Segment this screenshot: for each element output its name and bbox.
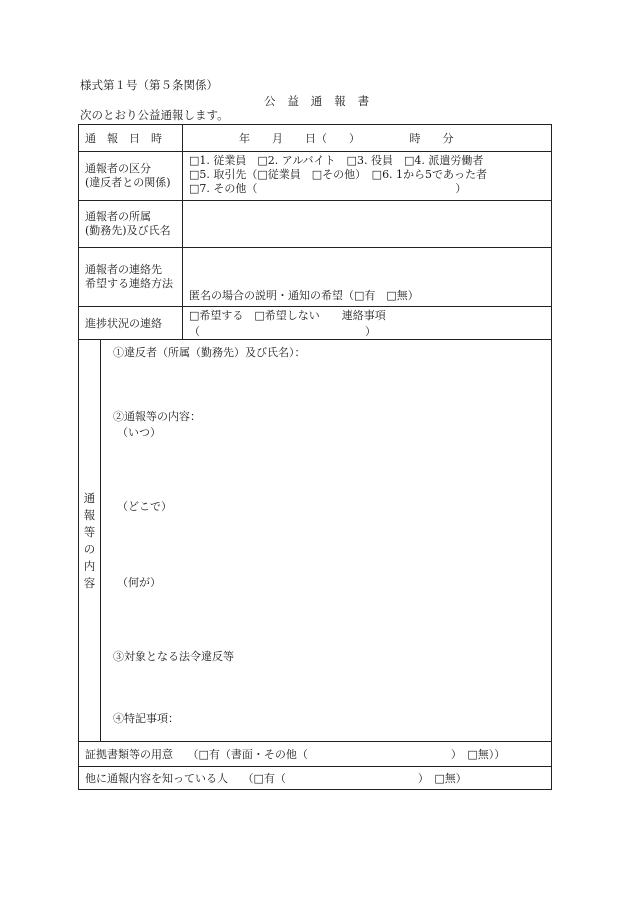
content-row [79, 340, 552, 742]
datetime-row [79, 125, 552, 152]
report-form-table [78, 124, 552, 790]
affiliation-label: 通報者の所属 (勤務先)及び氏名 [79, 201, 183, 248]
what-subitem: （何が） [117, 576, 161, 589]
law-violation-item: ③対象となる法令違反等 [113, 650, 234, 663]
evidence-field[interactable]: 証拠書類等の用意 （□有（書面・その他（ ） □無）） [79, 742, 552, 767]
when-subitem: （いつ） [117, 426, 161, 439]
where-subitem: （どこで） [117, 500, 172, 513]
datetime-field[interactable]: 年 月 日（ ） 時 分 [183, 125, 552, 152]
affiliation-row [79, 201, 552, 248]
intro-text: 次のとおり公益通報します。 [80, 108, 229, 122]
report-content-item: ②通報等の内容： [113, 410, 201, 423]
anonymous-notice-option[interactable]: 匿名の場合の説明・通知の希望（□有 □無） [189, 289, 419, 302]
category-row [79, 152, 552, 201]
form-number: 様式第１号（第５条関係） [80, 78, 218, 92]
violator-item: ①違反者（所属（勤務先）及び氏名）： [113, 346, 306, 359]
category-options-line2[interactable]: □5. 取引先（□従業員 □その他） □6. 1から5であった者 [189, 168, 487, 181]
form-title: 公 益 通 報 書 [264, 94, 370, 108]
content-field[interactable] [101, 340, 552, 742]
category-options-line1[interactable]: □1. 従業員 □2. アルバイト □3. 役員 □4. 派遣労働者 [189, 154, 484, 167]
contact-label: 通報者の連絡先 希望する連絡方法 [79, 248, 183, 307]
evidence-row [79, 742, 552, 767]
special-notes-item: ④特記事項： [113, 712, 179, 725]
contact-row [79, 248, 552, 307]
progress-options[interactable]: □希望する □希望しない 連絡事項（ ） [183, 307, 552, 340]
content-vertical-label: 通 報 等 の 内 容 [79, 340, 101, 742]
others-row [79, 767, 552, 790]
progress-label: 進捗状況の連絡 [79, 307, 183, 340]
contact-field[interactable] [183, 248, 552, 307]
progress-row [79, 307, 552, 340]
datetime-label: 通 報 日 時 [79, 125, 183, 152]
category-label: 通報者の区分 (違反者との関係) [79, 152, 183, 201]
others-field[interactable]: 他に通報内容を知っている人 （□有（ ） □無） [79, 767, 552, 790]
category-options-line3[interactable]: □7. その他（ ） [189, 182, 467, 195]
category-options[interactable] [183, 152, 552, 201]
affiliation-field[interactable] [183, 201, 552, 248]
